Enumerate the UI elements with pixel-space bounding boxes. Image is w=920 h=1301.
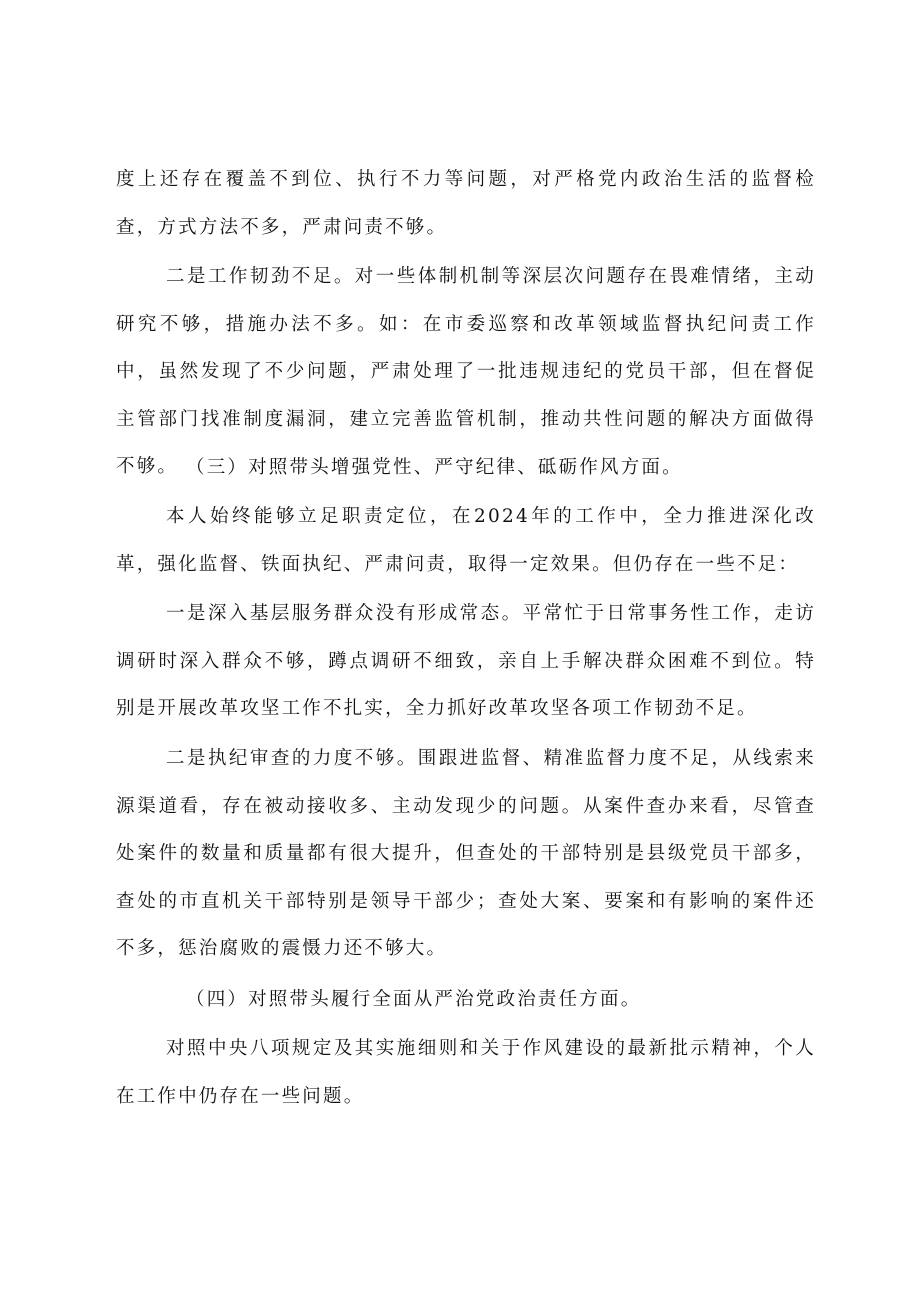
paragraph-grassroots-service: 一是深入基层服务群众没有形成常态。平常忙于日常事务性工作，走访调研时深入群众不够，蹲点调研不细致，亲自上手解决群众困难不到位。特别是开展改革攻坚工作不扎实，全力抓好改革攻坚各项工作韧劲不足。 [116, 603, 816, 719]
paragraph-self-assessment: 本人始终能够立足职责定位，在2024年的工作中，全力推进深化改革，强化监督、铁面执纪、严肃问责，取得一定效果。但仍存在一些不足： [116, 506, 816, 575]
paragraph-disciplinary-review: 二是执纪审查的力度不够。围跟进监督、精准监督力度不足，从线索来源渠道看，存在被动接收多、主动发现少的问题。从案件查办来看，尽管查处案件的数量和质量都有很大提升，但查处的干部特别是县级党员干部多，查处的市直机关干部特别是领导干部少；查处大案、要案和有影响的案件还不多，惩治腐败的震慑力还不够大。 [116, 748, 816, 959]
paragraph-continuation: 度上还存在覆盖不到位、执行不力等问题，对严格党内政治生活的监督检查，方式方法不多，严肃问责不够。 [116, 169, 816, 238]
section-heading-3: （三）对照带头增强党性、严守纪律、砥砺作风方面。 [186, 457, 683, 478]
section-heading-4: （四）对照带头履行全面从严治党政治责任方面。 [186, 989, 642, 1010]
paragraph-work-tenacity: 二是工作韧劲不足。对一些体制机制等深层次问题存在畏难情绪，主动研究不够，措施办法不多。如：在市委巡察和改革领域监督执纪问责工作中，虽然发现了不少问题，严肃处理了一批违规违纪的党员干部，但在督促主管部门找准制度漏洞，建立完善监管机制，推动共性问题的解决方面做得不够。 [116, 266, 816, 477]
paragraph-eight-regulations: 对照中央八项规定及其实施细则和关于作风建设的最新批示精神，个人在工作中仍存在一些问题。 [116, 1038, 816, 1107]
